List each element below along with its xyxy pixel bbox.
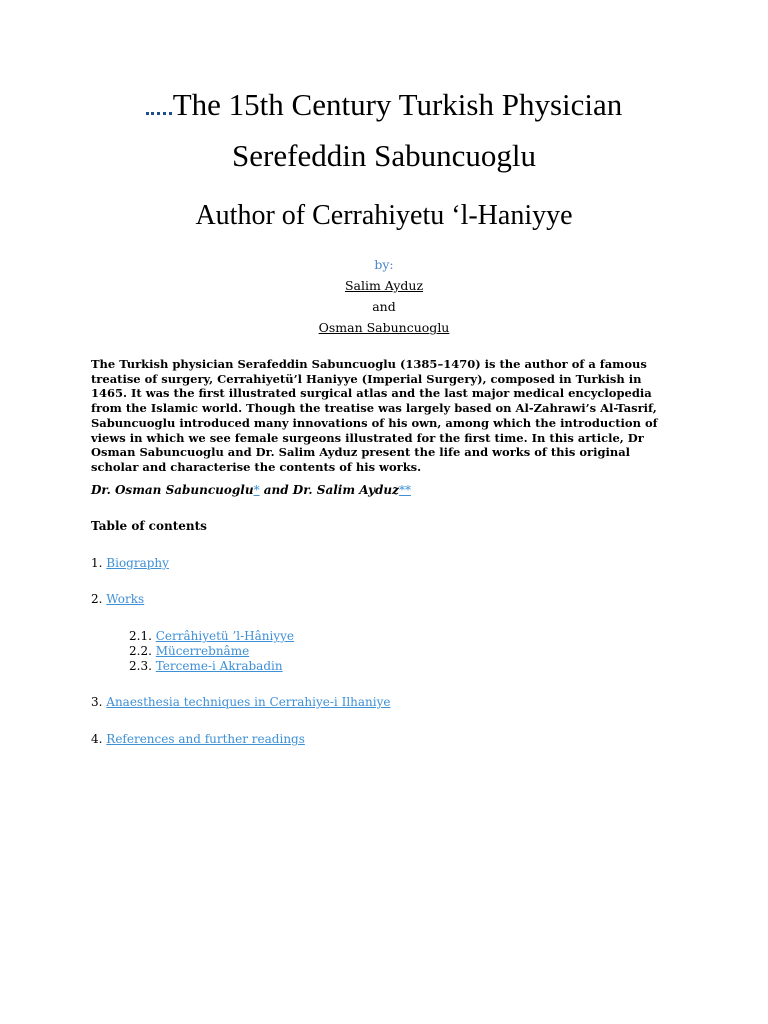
toc-item-mucerrebname [129, 643, 249, 659]
title-line-1 [0, 87, 768, 123]
toc-link-cerrahiyetu[interactable]: Cerrâhiyetü ’l-Hâniyye [155, 629, 295, 643]
toc-number: 2.2. [129, 644, 152, 658]
author-link-salim-ayduz[interactable]: Salim Ayduz [344, 278, 424, 293]
toc-item-cerrahiyetu [129, 628, 294, 644]
toc-link-references[interactable]: References and further readings [106, 732, 305, 746]
page-subtitle: Author of Cerrahiyetu ‘l-Haniyye [195, 200, 573, 231]
page-title: The 15th Century Turkish Physician [172, 87, 623, 122]
toc-number: 2.3. [129, 659, 152, 673]
toc-heading: Table of contents [91, 519, 207, 533]
and-label: and [372, 299, 396, 314]
toc-number: 2.1. [129, 629, 152, 643]
footnote-link-1[interactable]: * [253, 483, 260, 497]
toc-item-biography [91, 555, 169, 571]
toc-number: 1. [91, 556, 103, 570]
toc-link-mucerrebname[interactable]: Mücerrebnâme [155, 644, 250, 658]
anchor-marker-icon[interactable] [146, 109, 172, 115]
abstract-paragraph: The Turkish physician Serafeddin Sabuncuoglu (1385–1470) is the author of a famous treatise of surgery, Cerrahiyetü’l Haniyye (Imperial Surgery), composed in Turkish in 1465. It was the first illustrated surgical atlas and the last major medical encyclopedia from the Islamic world. Though the treatise was largely based on Al-Zahrawi’s Al-Tasrif, Sabuncuoglu introduced many innovations of his own, among which the introduction of views in which we see female surgeons illustrated for the first time. In this article, Dr Osman Sabuncuoglu and Dr. Salim Ayduz present the life and works of this original scholar and characterise the contents of his works. [91, 357, 658, 474]
by-label: by: [374, 257, 394, 272]
toc-item-references [91, 731, 305, 747]
toc-item-anaesthesia [91, 694, 390, 710]
byline-name-2: and Dr. Salim Ayduz [259, 483, 399, 497]
toc-number: 4. [91, 732, 103, 746]
toc-item-terceme [129, 658, 283, 674]
toc-number: 2. [91, 592, 103, 606]
toc-link-anaesthesia[interactable]: Anaesthesia techniques in Cerrahiye-i Ilhaniye [106, 695, 391, 709]
toc-link-terceme[interactable]: Terceme-i Akrabadin [155, 659, 283, 673]
footnote-link-2[interactable]: ** [398, 483, 411, 497]
toc-link-works[interactable]: Works [106, 592, 145, 606]
author-row-2 [0, 320, 768, 336]
article-byline [91, 482, 691, 498]
toc-item-works [91, 591, 144, 607]
title-line-2: Serefeddin Sabuncuoglu [232, 138, 536, 173]
byline-name-1: Dr. Osman Sabuncuoglu [91, 483, 254, 497]
author-link-osman-sabuncuoglu[interactable]: Osman Sabuncuoglu [318, 320, 450, 335]
toc-number: 3. [91, 695, 103, 709]
toc-link-biography[interactable]: Biography [106, 556, 169, 570]
author-row-1 [0, 278, 768, 294]
